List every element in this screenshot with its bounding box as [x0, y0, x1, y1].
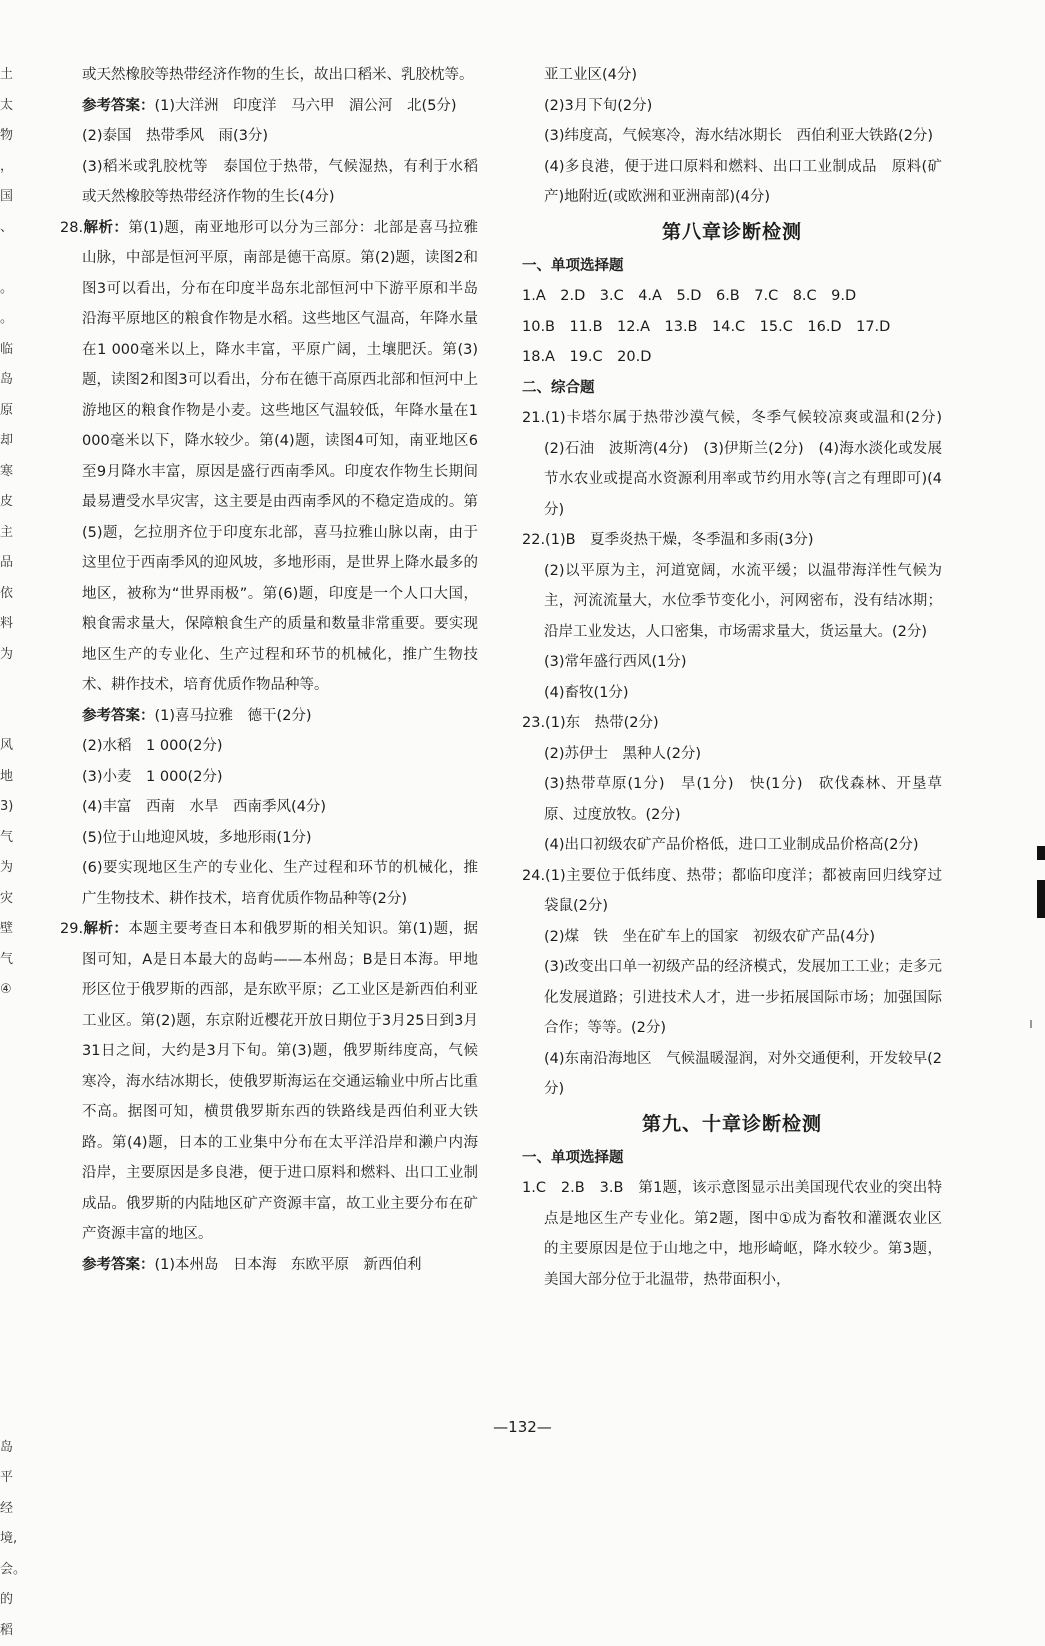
edge-fragment: 。: [0, 274, 20, 305]
edge-fragment: 为: [0, 640, 20, 671]
answer-27-3: (3)稻米或乳胶枕等 泰国位于热带，气候湿热，有利于水稻或天然橡胶等热带经济作物的生长(4分): [60, 152, 478, 213]
edge-fragment: 却: [0, 426, 20, 457]
edge-fragment: [0, 1158, 20, 1189]
answer-29-cont-1: 亚工业区(4分): [522, 60, 942, 91]
analysis-28: [60, 213, 478, 701]
edge-fragment: 壁: [0, 914, 20, 945]
answer-label: 参考答案：: [82, 708, 155, 724]
question-number: 28.: [60, 220, 83, 236]
answer-28-2: (2)水稻 1 000(2分): [60, 731, 478, 762]
edge-fragment: [0, 701, 20, 732]
edge-fragment: 风: [0, 731, 20, 762]
chapter-8-section-2: 二、综合题: [522, 373, 942, 404]
answer-22-3: (3)常年盛行西风(1分): [522, 647, 942, 678]
chapter-9-10-title: 第九、十章诊断检测: [522, 1107, 942, 1141]
answer-28-1: [60, 701, 478, 732]
edge-fragment: [0, 243, 20, 274]
edge-fragment: 地: [0, 762, 20, 793]
answer-24-4: (4)东南沿海地区 气候温暖湿润，对外交通便利，开发较早(2分): [522, 1044, 942, 1105]
edge-fragment: 的: [0, 1585, 20, 1616]
edge-fragment: 土: [0, 60, 20, 91]
analysis-text: 第(1)题，南亚地形可以分为三部分：北部是喜马拉雅山脉，中部是恒河平原，南部是德干高原。第(2)题，读图2和图3可以看出，分布在印度半岛东北部恒河中下游平原和半岛沿海平原地区的粮食作物是水稻。这些地区气温高，年降水量在1 000毫米以上，降水丰富，平原广阔，土壤肥沃。第(3)题，读图2和图3可以看出，分布在德干高原西北部和恒河中上游地区的粮食作物是小麦。这些地区气温较低，年降水量在1 000毫米以下，降水较少。第(4)题，读图4可知，南亚地区6至9月降水丰富，原因是盛行西南季风。印度农作物生长期间最易遭受水旱灾害，这主要是由西南季风的不稳定造成的。第(5)题，乞拉朋齐位于印度东北部，喜马拉雅山脉以南，由于这里位于西南季风的迎风坡，多地形雨，是世界上降水最多的地区，被称为“世界雨极”。第(6)题，印度是一个人口大国，粮食需求量大，保障粮食生产的质量和数量非常重要。要实现地区生产的专业化、生产过程和环节的机械化，推广生物技术、耕作技术，培育优质作物品种等。: [82, 220, 478, 694]
edge-fragment: 灾: [0, 884, 20, 915]
edge-fragment: 临: [0, 335, 20, 366]
chapter-8-choices-row-3: 18.A 19.C 20.D: [522, 342, 942, 373]
edge-fragment: [0, 1006, 20, 1037]
edge-fragment: 会。: [0, 1555, 20, 1586]
edge-fragment: 岛: [0, 365, 20, 396]
edge-mark: [1037, 880, 1045, 918]
edge-fragment: 平: [0, 1463, 20, 1494]
edge-fragment: [0, 1097, 20, 1128]
edge-fragment: [0, 1219, 20, 1250]
edge-fragment: 品: [0, 548, 20, 579]
edge-fragment: 。: [0, 304, 20, 335]
edge-fragment: 经: [0, 1494, 20, 1525]
chapter-9-10-section-1: 一、单项选择题: [522, 1143, 942, 1174]
edge-fragment: 、: [0, 213, 20, 244]
analysis-text: 本题主要考查日本和俄罗斯的相关知识。第(1)题，据图可知，A是日本最大的岛屿——本州岛；B是日本海。甲地形区位于俄罗斯的西部，是东欧平原；乙工业区是新西伯利亚工业区。第(2)题，东京附近樱花开放日期位于3月25日到3月31日之间，大约是3月下旬。第(3)题，俄罗斯纬度高，气候寒冷，海水结冰期长，使俄罗斯海运在交通运输业中所占比重不高。据图可知，横贯俄罗斯东西的铁路线是西伯利亚大铁路。第(4)题，日本的工业集中分布在太平洋沿岸和濑户内海沿岸，主要原因是多良港，便于进口原料和燃料、出口工业制成品。俄罗斯的内陆地区矿产资源丰富，故工业主要分布在矿产资源丰富的地区。: [82, 921, 478, 1242]
edge-fragment: 稻: [0, 1616, 20, 1646]
answer-22-1: 22.(1)B 夏季炎热干燥，冬季温和多雨(3分): [522, 525, 942, 556]
edge-fragment: [0, 670, 20, 701]
answer-21: 21.(1)卡塔尔属于热带沙漠气候，冬季气候较凉爽或温和(2分) (2)石油 波斯湾(4分) (3)伊斯兰(2分) (4)海水淡化或发展节水农业或提高水资源利用率或节约用水等(言之有理即可)(4分): [522, 403, 942, 525]
edge-fragment: 皮: [0, 487, 20, 518]
analysis-29: [60, 914, 478, 1250]
left-column: [60, 60, 478, 1280]
edge-fragment: 太: [0, 91, 20, 122]
answer-29-1: [60, 1250, 478, 1281]
answer-text: (1)本州岛 日本海 东欧平原 新西伯利: [155, 1257, 422, 1273]
answer-text: (1)大洋洲 印度洋 马六甲 湄公河 北(5分): [155, 98, 457, 114]
question-number: 29.: [60, 921, 83, 937]
edge-fragment: 料: [0, 609, 20, 640]
answer-29-cont-2: (2)3月下旬(2分): [522, 91, 942, 122]
analysis-label: 解析：: [83, 921, 128, 937]
answer-29-cont-4: (4)多良港，便于进口原料和燃料、出口工业制成品 原料(矿产)地附近(或欧洲和亚洲南部)(4分): [522, 152, 942, 213]
edge-fragment: 气: [0, 945, 20, 976]
paragraph-27-end: 或天然橡胶等热带经济作物的生长，故出口稻米、乳胶枕等。: [60, 60, 478, 91]
answer-23-4: (4)出口初级农矿产品价格低，进口工业制成品价格高(2分): [522, 830, 942, 861]
edge-fragment: 岛: [0, 1433, 20, 1464]
chapter-8-title: 第八章诊断检测: [522, 215, 942, 249]
right-column: [522, 60, 942, 1295]
answer-label: 参考答案：: [82, 98, 155, 114]
answer-23-2: (2)苏伊士 黑种人(2分): [522, 739, 942, 770]
chapter-8-choices-row-1: 1.A 2.D 3.C 4.A 5.D 6.B 7.C 8.C 9.D: [522, 281, 942, 312]
edge-fragment: [0, 1311, 20, 1342]
edge-fragment: [0, 1036, 20, 1067]
edge-fragment: 国: [0, 182, 20, 213]
edge-fragment: ④: [0, 975, 20, 1006]
answer-24-2: (2)煤 铁 坐在矿车上的国家 初级农矿产品(4分): [522, 922, 942, 953]
edge-fragment: [0, 1372, 20, 1403]
answer-24-3: (3)改变出口单一初级产品的经济模式，发展加工工业；走多元化发展道路；引进技术人才，进一步拓展国际市场；加强国际合作；等等。(2分): [522, 952, 942, 1044]
answer-text: (1)喜马拉雅 德干(2分): [155, 708, 312, 724]
edge-fragment: ，: [0, 152, 20, 183]
edge-mark: [1037, 846, 1045, 860]
edge-fragment: [0, 1128, 20, 1159]
answer-29-cont-3: (3)纬度高，气候寒冷，海水结冰期长 西伯利亚大铁路(2分): [522, 121, 942, 152]
edge-fragment: 气: [0, 823, 20, 854]
edge-fragment: 依: [0, 579, 20, 610]
edge-fragment: 主: [0, 518, 20, 549]
page-number: —132—: [0, 1418, 1045, 1436]
answer-23-1: 23.(1)东 热带(2分): [522, 708, 942, 739]
edge-fragment: 寒: [0, 457, 20, 488]
left-edge-fragments: [0, 60, 20, 1646]
answer-24-1: 24.(1)主要位于低纬度、热带；都临印度洋；都被南回归线穿过 袋鼠(2分): [522, 861, 942, 922]
analysis-label: 解析：: [83, 220, 128, 236]
edge-fragment: 3): [0, 792, 20, 823]
edge-fragment: [0, 1189, 20, 1220]
answer-label: 参考答案：: [82, 1257, 155, 1273]
edge-fragment: [0, 1067, 20, 1098]
answer-22-4: (4)畜牧(1分): [522, 678, 942, 709]
chapter-9-10-answer-1-3: 1.C 2.B 3.B 第1题，该示意图显示出美国现代农业的突出特点是地区生产专业化。第2题，图中①成为畜牧和灌溉农业区的主要原因是位于山地之中，地形崎岖，降水较少。第3题，美国大部分位于北温带，热带面积小，: [522, 1173, 942, 1295]
chapter-8-section-1: 一、单项选择题: [522, 251, 942, 282]
answer-27-2: (2)泰国 热带季风 雨(3分): [60, 121, 478, 152]
answer-28-6: (6)要实现地区生产的专业化、生产过程和环节的机械化，推广生物技术、耕作技术，培育优质作物品种等(2分): [60, 853, 478, 914]
edge-fragment: 原: [0, 396, 20, 427]
answer-23-3: (3)热带草原(1分) 旱(1分) 快(1分) 砍伐森林、开垦草原、过度放牧。(2分): [522, 769, 942, 830]
edge-fragment: [0, 1280, 20, 1311]
edge-fragment: 物: [0, 121, 20, 152]
answer-28-3: (3)小麦 1 000(2分): [60, 762, 478, 793]
edge-fragment: [0, 1250, 20, 1281]
edge-fragment: 为: [0, 853, 20, 884]
edge-fragment: [0, 1341, 20, 1372]
edge-mark: [1030, 1020, 1032, 1028]
answer-28-5: (5)位于山地迎风坡，多地形雨(1分): [60, 823, 478, 854]
answer-22-2: (2)以平原为主，河道宽阔，水流平缓；以温带海洋性气候为主，河流流量大，水位季节变化小，河网密布，没有结冰期；沿岸工业发达，人口密集，市场需求量大，货运量大。(2分): [522, 556, 942, 648]
answer-27-1: [60, 91, 478, 122]
edge-fragment: 境,: [0, 1524, 20, 1555]
answer-28-4: (4)丰富 西南 水旱 西南季风(4分): [60, 792, 478, 823]
chapter-8-choices-row-2: 10.B 11.B 12.A 13.B 14.C 15.C 16.D 17.D: [522, 312, 942, 343]
